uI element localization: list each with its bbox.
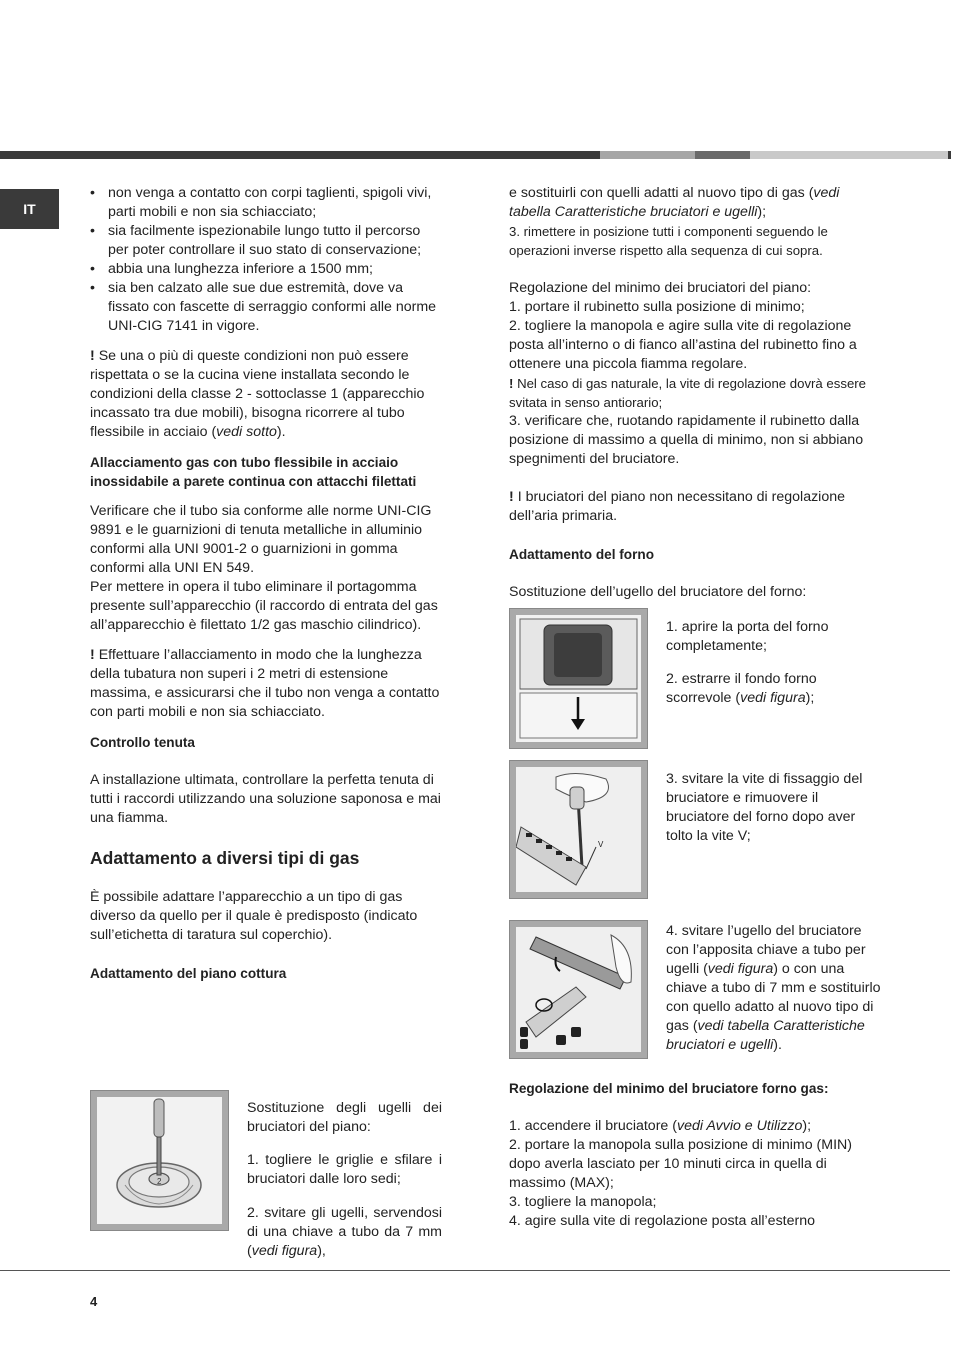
list-item: • sia facilmente ispezionabile lungo tutto il percorso per poter controllare il suo stato di conservazione;: [90, 222, 442, 260]
paragraph: Verificare che il tubo sia conforme alle norme UNI-CIG 9891 e le guarnizioni di tenuta metalliche in alluminio conformi alla UNI 9001-2 o guarnizioni in gomma conformi alla UNI EN 549.: [90, 503, 432, 576]
header-bar-midgray: [695, 151, 750, 159]
cross-reference: vedi Avvio e Utilizzo: [676, 1118, 803, 1134]
paragraph: 3. rimettere in posizione tutti i componenti seguendo le operazioni inverse rispetto alla sequenza di cui sopra.: [509, 224, 828, 258]
screw-label: V: [598, 840, 604, 849]
burner-nozzle-illustration: [97, 1097, 222, 1224]
warning-mark: !: [509, 376, 514, 391]
requirements-list: [90, 184, 442, 336]
paragraph: A installazione ultimata, controllare la perfetta tenuta di tutti i raccordi utilizzando una soluzione saponosa e mai una fiamma.: [90, 772, 441, 826]
section-heading: Adattamento del forno: [509, 547, 654, 562]
header-bar-light: [750, 151, 948, 159]
cross-reference: vedi figura: [251, 1242, 318, 1259]
list-item: • sia ben calzato alle sue due estremità, dove va fissato con fascette di serraggio conformi alle norme UNI-CIG 7141 in vigore.: [90, 279, 442, 336]
header-bar-dark: [0, 151, 600, 159]
burner-screw-figure: [509, 760, 648, 899]
warning-mark: !: [509, 489, 514, 505]
section-heading: Controllo tenuta: [90, 735, 195, 750]
burner-screw-instructions: 3. svitare la vite di fissaggio del bruciatore e rimuovere il bruciatore del forno dopo aver tolto la vite V;: [666, 771, 863, 845]
warning-paragraph: ! I bruciatori del piano non necessitano di regolazione dell’aria primaria.: [509, 489, 846, 524]
header-bar-gray: [600, 151, 695, 159]
warning-paragraph: ! Se una o più di queste condizioni non può essere rispettata o se la cucina viene installata secondo le condizioni della classe 2 - sottoclasse 1 (apparecchio incassato tra due mobili), bisogna ricorrere al tubo flessibile in acciaio (vedi sotto).: [90, 348, 425, 440]
paragraph: 2. portare la manopola sulla posizione di minimo (MIN) dopo averla lasciato per 10 minuti circa in quella di massimo (MAX);: [509, 1137, 853, 1191]
section-heading: Adattamento del piano cottura: [90, 966, 287, 981]
page-number: 4: [90, 1294, 98, 1309]
oven-gas-regulation-section: Regolazione del minimo del bruciatore forno gas: 1. accendere il bruciatore (vedi Avvio e Utilizzo); 2. portare la manopola sulla posizione di minimo (MIN) dopo averla lasciato per 10 minuti circa in quella di massimo (MAX); 3. togliere la manopola; 4. agire sulla vite di regolazione posta all’esterno: [509, 1079, 884, 1231]
list-item: • abbia una lunghezza inferiore a 1500 mm;: [90, 260, 442, 279]
burner-screw-illustration: [516, 767, 641, 892]
paragraph: 1. portare il rubinetto sulla posizione di minimo;: [509, 299, 805, 315]
cross-reference: vedi tabella Caratteristiche bruciatori e ugelli: [666, 1018, 865, 1054]
list-item: • non venga a contatto con corpi taglienti, spigoli vivi, parti mobili e non sia schiacciato;: [90, 184, 442, 222]
oven-base-instructions: 1. aprire la porta del forno completamente; 2. estrarre il fondo forno scorrevole (vedi figura);: [666, 619, 829, 707]
paragraph: Per mettere in opera il tubo eliminare il portagomma presente sull’apparecchio (il raccordo di entrata del gas all’apparecchio è filettato 1/2 gas maschio cilindrico).: [90, 579, 438, 633]
header-bar-end: [948, 151, 951, 159]
paragraph: 2. togliere la manopola e agire sulla vite di regolazione posta all’interno o di fianco all’astina del rubinetto fino a ottenere una piccola fiamma regolare.: [509, 318, 857, 372]
nozzle-wrench-instructions: 4. svitare l’ugello del bruciatore con l’apposita chiave a tubo per ugelli (vedi figura) o con una chiave a tubo di 7 mm e sostituirlo con quello adatto al nuovo tipo di gas (vedi tabella Caratteristiche bruciatori e ugelli).: [666, 923, 881, 1054]
oven-base-figure: [509, 608, 648, 749]
section-heading: Regolazione del minimo del bruciatore forno gas:: [509, 1081, 829, 1096]
footer-divider: [0, 1270, 950, 1271]
header-color-bar: [0, 151, 954, 159]
paragraph: Regolazione del minimo dei bruciatori del piano:: [509, 280, 812, 296]
paragraph: e sostituirli con quelli adatti al nuovo tipo di gas (vedi tabella Caratteristiche bruciatori e ugelli);: [509, 185, 840, 220]
oven-base-illustration: [516, 615, 641, 742]
nozzle-wrench-illustration: [516, 927, 641, 1052]
paragraph: 3. togliere la manopola;: [509, 1194, 657, 1210]
cross-reference: vedi figura: [707, 961, 774, 978]
cross-reference: vedi sotto: [216, 424, 277, 440]
warning-mark: !: [90, 647, 95, 663]
svg-text:2: 2: [157, 1177, 162, 1186]
warning-paragraph: ! Effettuare l’allacciamento in modo che la lunghezza della tubatura non superi i 2 metri di estensione massima, e assicurarsi che il tubo non venga a contatto con parti mobili e non sia schiacciato.: [90, 647, 440, 720]
paragraph: 4. agire sulla vite di regolazione posta all’esterno: [509, 1213, 816, 1229]
cross-reference: vedi figura: [740, 690, 806, 707]
nozzle-wrench-figure: [509, 920, 648, 1059]
cross-reference: vedi tabella Caratteristiche bruciatori e ugelli: [509, 185, 840, 220]
warning-paragraph: ! Nel caso di gas naturale, la vite di regolazione dovrà essere svitata in senso antiorario;: [509, 376, 867, 410]
right-column: [509, 184, 884, 602]
left-column: [90, 184, 442, 983]
section-heading: Allacciamento gas con tubo flessibile in acciaio inossidabile a parete continua con attacchi filettati: [90, 455, 417, 489]
paragraph: È possibile adattare l’apparecchio a un tipo di gas diverso da quello per il quale è predisposto (indicato sull’etichetta di taratura sul coperchio).: [90, 889, 418, 943]
burner-nozzle-figure: [90, 1090, 229, 1231]
warning-mark: !: [90, 348, 95, 364]
language-tab: IT: [0, 189, 59, 229]
paragraph: Sostituzione dell’ugello del bruciatore del forno:: [509, 584, 807, 600]
burner-nozzle-instructions: Sostituzione degli ugelli dei bruciatori del piano: 1. togliere le griglie e sfilare i bruciatori dalle loro sedi; 2. svitare gli ugelli, servendosi di una chiave a tubo da 7 mm (vedi figura),: [247, 1100, 442, 1259]
paragraph: 3. verificare che, ruotando rapidamente il rubinetto dalla posizione di massimo a quella di minimo, non si abbiano spegnimenti del bruciatore.: [509, 413, 864, 467]
chapter-heading: Adattamento a diversi tipi di gas: [90, 848, 360, 868]
